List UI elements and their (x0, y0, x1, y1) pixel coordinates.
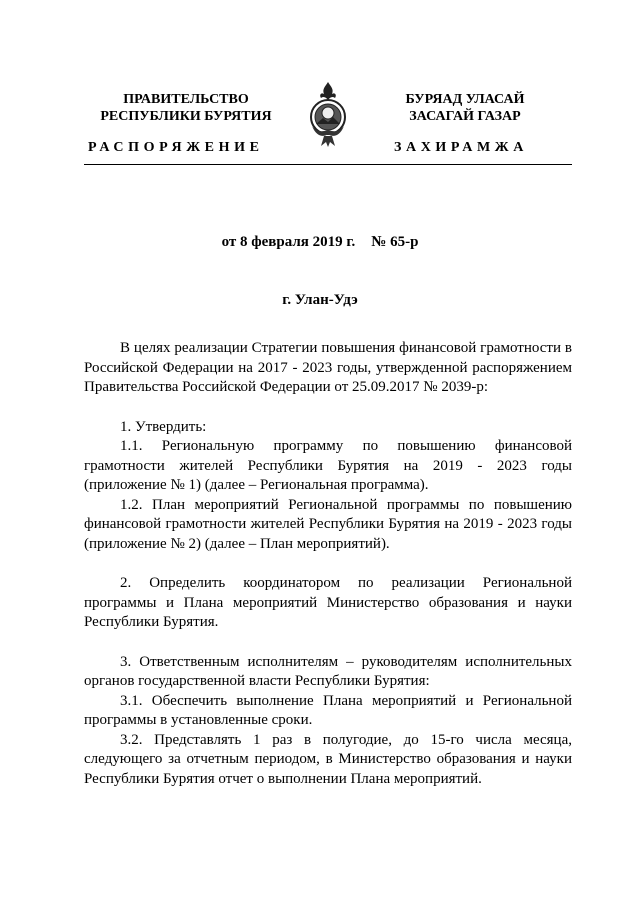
paragraph-item-1-1: 1.1. Региональную программу по повышению финансовой грамотности жителей Республики Бурятия на 2019 - 2023 годы (приложение № 1) (далее – Региональная программа). (84, 438, 572, 493)
paragraph-preamble: В целях реализации Стратегии повышения финансовой грамотности в Российской Федерации на 2017 - 2023 годы, утвержденной распоряжением Правительства Российской Федерации от 25.09.2017 № 2039-р: (84, 340, 572, 395)
paragraph-item-1: 1. Утвердить: (120, 418, 207, 435)
government-name-buryat-line1: БУРЯАД УЛАСАЙ (405, 92, 525, 107)
paragraph-item-1-2: 1.2. План мероприятий Региональной программы по повышению финансовой грамотности жителей Республики Бурятия на 2019 - 2023 годы (приложение № 2) (далее – План мероприятий). (84, 496, 572, 552)
paragraph-item-3-1: 3.1. Обеспечить выполнение Плана мероприятий и Региональной программы в установленные сроки. (84, 692, 572, 728)
government-name-russian (86, 91, 286, 125)
paragraph-item-3-2: 3.2. Представлять 1 раз в полугодие, до 15-го числа месяца, следующего за отчетным периодом, в Министерство образования и науки Республики Бурятия отчет о выполнении Плана мероприятий. (84, 731, 572, 787)
government-name-line2: РЕСПУБЛИКИ БУРЯТИЯ (100, 109, 272, 124)
government-name-buryat-line2: ЗАСАГАЙ ГАЗАР (409, 109, 521, 124)
paragraph-item-2: 2. Определить координатором по реализации Региональной программы и Плана мероприятий Министерство образования и науки Республики Бурятия. (84, 575, 572, 630)
document-city: г. Улан-Удэ (282, 292, 358, 308)
header-divider (84, 164, 572, 165)
document-date-line (0, 234, 640, 251)
document-date: от 8 февраля 2019 г. (221, 234, 356, 250)
government-name-buryat (372, 91, 558, 125)
document-body (84, 339, 572, 789)
document-type-buryat: ЗАХИРАМЖА (394, 140, 528, 155)
document-type-russian: РАСПОРЯЖЕНИЕ (88, 140, 264, 155)
government-name-line1: ПРАВИТЕЛЬСТВО (123, 92, 249, 107)
document-number: № 65-р (371, 234, 419, 250)
paragraph-item-3: 3. Ответственным исполнителям – руководителям исполнительных органов государственной власти Республики Бурятия: (84, 653, 572, 689)
buryatia-coat-of-arms-icon (303, 80, 353, 150)
